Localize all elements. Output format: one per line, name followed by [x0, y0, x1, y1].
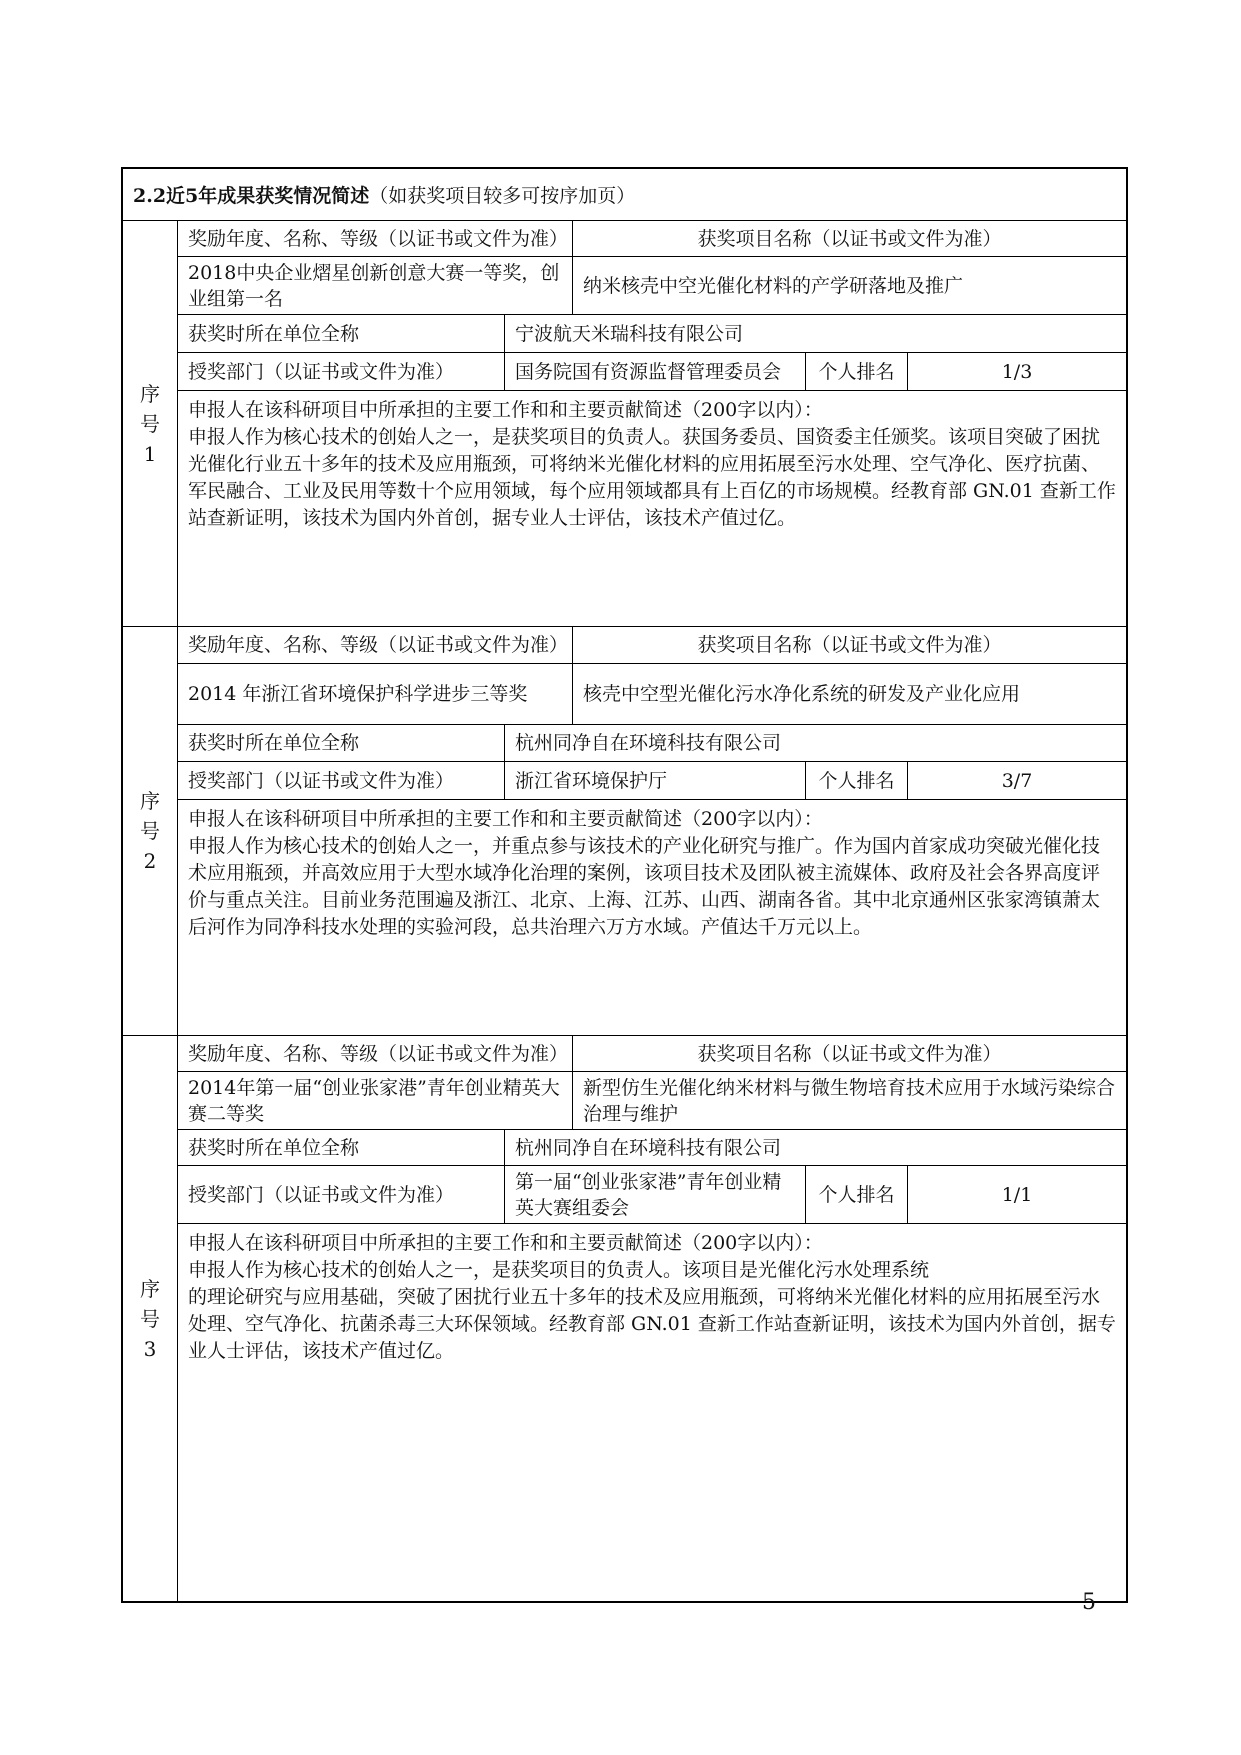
rank-label: 个人排名	[806, 353, 908, 391]
contribution-text: 申报人作为核心技术的创始人之一，是获奖项目的负责人。获国务委员、国资委主任颁奖。该项目突破了困扰光催化行业五十多年的技术及应用瓶颈，可将纳米光催化材料的应用拓展至污水处理、空气净化、医疗抗菌、军民融合、工业及民用等数十个应用领域，每个应用领域都具有上百亿的市场规模。经教育部 GN.01 查新工作站查新证明，该技术为国内外首创，据专业人士评估，该技术产值过亿。	[188, 426, 1116, 529]
contribution-label: 申报人在该科研项目中所承担的主要工作和和主要贡献简述（200字以内）：	[188, 808, 823, 830]
award-name-value: 2014 年浙江省环境保护科学进步三等奖	[178, 664, 573, 725]
dept-value: 国务院国有资源监督管理委员会	[505, 353, 806, 391]
contribution-cell	[178, 800, 1126, 1035]
contribution-label: 申报人在该科研项目中所承担的主要工作和和主要贡献简述（200字以内）：	[188, 1232, 823, 1254]
project-name-value: 纳米核壳中空光催化材料的产学研落地及推广	[573, 257, 1126, 315]
award-name-header: 奖励年度、名称、等级（以证书或文件为准）	[178, 1036, 573, 1072]
project-name-value: 新型仿生光催化纳米材料与微生物培育技术应用于水域污染综合治理与维护	[573, 1072, 1126, 1130]
awards-table	[121, 167, 1128, 1603]
dept-label: 授奖部门（以证书或文件为准）	[178, 1166, 505, 1224]
unit-value: 宁波航天米瑞科技有限公司	[505, 315, 1126, 353]
award-name-value: 2018中央企业熠星创新创意大赛一等奖，创业组第一名	[178, 257, 573, 315]
contribution-label: 申报人在该科研项目中所承担的主要工作和和主要贡献简述（200字以内）：	[188, 399, 823, 421]
rank-value: 3/7	[908, 762, 1126, 800]
unit-label: 获奖时所在单位全称	[178, 315, 505, 353]
seq-char: 号	[140, 819, 160, 843]
rank-value: 1/1	[908, 1166, 1126, 1224]
award-entry-2	[123, 627, 1126, 1036]
unit-value: 杭州同净自在环境科技有限公司	[505, 1130, 1126, 1166]
award-name-header: 奖励年度、名称、等级（以证书或文件为准）	[178, 627, 573, 664]
page-number: 5	[1082, 1590, 1096, 1615]
unit-label: 获奖时所在单位全称	[178, 725, 505, 762]
section-title: 2.2近5年成果获奖情况简述	[133, 185, 370, 207]
section-note: （如获奖项目较多可按序加页）	[369, 185, 636, 207]
rank-label: 个人排名	[806, 762, 908, 800]
entry-seq-cell	[123, 627, 178, 1035]
award-entry-3	[123, 1036, 1126, 1601]
entry-seq-cell	[123, 1036, 178, 1601]
award-entry-1	[123, 221, 1126, 627]
dept-label: 授奖部门（以证书或文件为准）	[178, 762, 505, 800]
contribution-text: 申报人作为核心技术的创始人之一，并重点参与该技术的产业化研究与推广。作为国内首家成功突破光催化技术应用瓶颈，并高效应用于大型水域净化治理的案例，该项目技术及团队被主流媒体、政府及社会各界高度评价与重点关注。目前业务范围遍及浙江、北京、上海、江苏、山西、湖南各省。其中北京通州区张家湾镇萧太后河作为同净科技水处理的实验河段，总共治理六万方水域。产值达千万元以上。	[188, 835, 1101, 938]
contribution-cell	[178, 1224, 1126, 1601]
contribution-text-line1: 申报人作为核心技术的创始人之一，是获奖项目的负责人。该项目是光催化污水处理系统	[188, 1259, 930, 1281]
award-name-header: 奖励年度、名称、等级（以证书或文件为准）	[178, 221, 573, 257]
entry-seq-cell	[123, 221, 178, 626]
unit-label: 获奖时所在单位全称	[178, 1130, 505, 1166]
section-header	[123, 169, 1126, 221]
rank-label: 个人排名	[806, 1166, 908, 1224]
seq-char: 2	[143, 849, 157, 873]
unit-value: 杭州同净自在环境科技有限公司	[505, 725, 1126, 762]
dept-value: 第一届“创业张家港”青年创业精英大赛组委会	[505, 1166, 806, 1224]
rank-value: 1/3	[908, 353, 1126, 391]
seq-char: 序	[140, 1276, 160, 1301]
project-name-header: 获奖项目名称（以证书或文件为准）	[573, 221, 1126, 257]
contribution-cell	[178, 391, 1126, 626]
seq-char: 1	[143, 441, 157, 466]
seq-char: 号	[140, 411, 160, 436]
project-name-value: 核壳中空型光催化污水净化系统的研发及产业化应用	[573, 664, 1126, 725]
award-name-value: 2014年第一届“创业张家港”青年创业精英大赛二等奖	[178, 1072, 573, 1130]
project-name-header: 获奖项目名称（以证书或文件为准）	[573, 1036, 1126, 1072]
seq-char: 号	[140, 1306, 160, 1331]
contribution-text: 的理论研究与应用基础，突破了困扰行业五十多年的技术及应用瓶颈，可将纳米光催化材料的应用拓展至污水处理、空气净化、抗菌杀毒三大环保领域。经教育部 GN.01 查新工作站查新证明，该技术为国内外首创，据专业人士评估，该技术产值过亿。	[188, 1286, 1116, 1362]
seq-char: 序	[140, 381, 160, 406]
dept-value: 浙江省环境保护厅	[505, 762, 806, 800]
seq-char: 3	[143, 1336, 157, 1361]
project-name-header: 获奖项目名称（以证书或文件为准）	[573, 627, 1126, 664]
dept-label: 授奖部门（以证书或文件为准）	[178, 353, 505, 391]
seq-char: 序	[140, 789, 160, 813]
